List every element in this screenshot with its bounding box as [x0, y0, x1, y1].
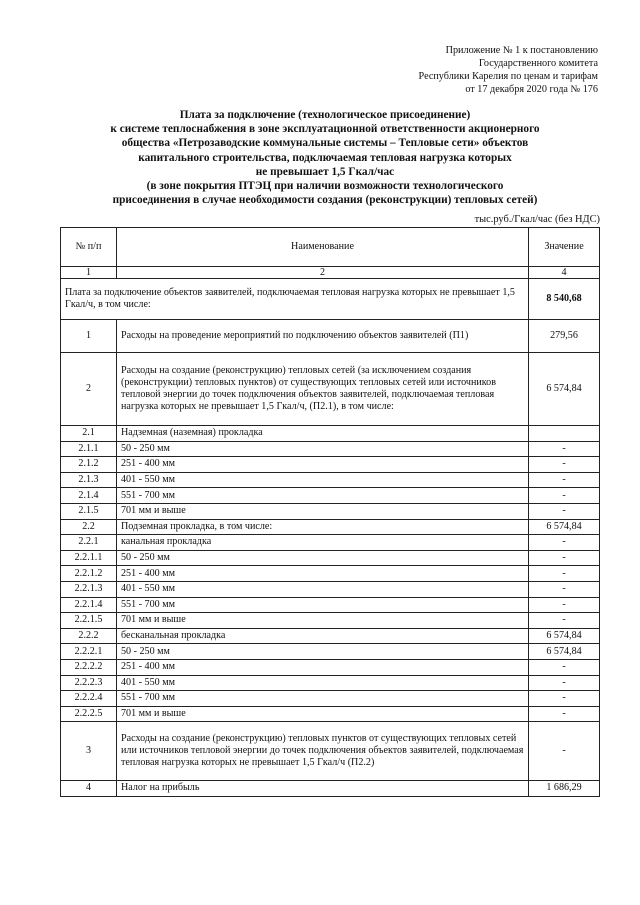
table-row [61, 353, 600, 426]
unit-note: тыс.руб./Гкал/час (без НДС) [474, 214, 600, 225]
row-value: - [529, 675, 600, 691]
row-num: 2.2.1.4 [61, 597, 117, 613]
row-value: - [529, 659, 600, 675]
appendix-line-1: Приложение № 1 к постановлению [445, 45, 598, 56]
title-line: (в зоне покрытия ПТЭЦ при наличии возможности технологического [146, 180, 504, 193]
table-row [61, 488, 600, 504]
row-name: Надземная (наземная) прокладка [117, 426, 529, 442]
row-name: 401 - 550 мм [117, 675, 529, 691]
title-line: Плата за подключение (технологическое присоединение) [179, 109, 471, 121]
row-value: - [529, 503, 600, 519]
title-line: капитального строительства, подключаемая тепловая нагрузка которых [138, 151, 512, 164]
column-number-row [61, 267, 600, 279]
row-name: 551 - 700 мм [117, 691, 529, 707]
row-num: 2.2.1.5 [61, 613, 117, 629]
row-name: 50 - 250 мм [117, 644, 529, 660]
row-value: - [529, 691, 600, 707]
title-line: к системе теплоснабжения в зоне эксплуатационной ответственности акционерного [110, 123, 540, 136]
table-row [61, 519, 600, 535]
row-value: 6 574,84 [529, 628, 600, 644]
row-value: 6 574,84 [529, 353, 600, 426]
row-num: 3 [61, 722, 117, 781]
row-value: - [529, 566, 600, 582]
row-name: 701 мм и выше [117, 706, 529, 722]
appendix-line-3: Республики Карелия по ценам и тарифам [418, 71, 598, 82]
colnum-1: 1 [61, 267, 117, 279]
row-num: 2.2.1.3 [61, 581, 117, 597]
title-line: не превышает 1,5 Гкал/час [255, 165, 395, 178]
row-name: Расходы на создание (реконструкцию) тепловых пунктов от существующих тепловых сетей или источников тепловой энергии до точек подключения объектов заявителей, подключаемая тепловая нагрузка которых не превышает 1,5 Гкал/ч (П2.2) [117, 722, 529, 781]
row-value: - [529, 597, 600, 613]
title-line: общества «Петрозаводские коммунальные системы – Тепловые сети» объектов [121, 137, 529, 150]
row-name: 50 - 250 мм [117, 441, 529, 457]
total-row [61, 279, 600, 320]
row-num: 2.1 [61, 426, 117, 442]
row-value: - [529, 472, 600, 488]
table-row [61, 441, 600, 457]
row-name: 551 - 700 мм [117, 488, 529, 504]
table-row [61, 597, 600, 613]
row-num: 2.2.2.5 [61, 706, 117, 722]
row-value: - [529, 535, 600, 551]
row-value: - [529, 581, 600, 597]
table-row [61, 457, 600, 473]
table-row [61, 659, 600, 675]
table-row [61, 691, 600, 707]
table-row [61, 472, 600, 488]
row-value: - [529, 706, 600, 722]
row-value: - [529, 441, 600, 457]
table-row [61, 550, 600, 566]
row-num: 2.2.1 [61, 535, 117, 551]
row-name: Расходы на создание (реконструкцию) тепловых сетей (за исключением создания (реконструкции) тепловых пунктов) от существующих тепловых сетей или источников тепловой энергии до точек подключения объектов заявителей, подключаемая тепловая нагрузка которых не превышает 1,5 Гкал/ч, (П2.1), в том числе: [117, 353, 529, 426]
row-name: 401 - 550 мм [117, 581, 529, 597]
table-row [61, 566, 600, 582]
row-name: 701 мм и выше [117, 503, 529, 519]
row-num: 2.2.2.1 [61, 644, 117, 660]
row-num: 2.2.2 [61, 628, 117, 644]
row-name: 251 - 400 мм [117, 457, 529, 473]
appendix-line-2: Государственного комитета [478, 58, 598, 69]
row-num: 2.2.2.3 [61, 675, 117, 691]
tariff-table [60, 227, 600, 797]
colnum-2: 2 [117, 267, 529, 279]
row-num: 4 [61, 781, 117, 797]
table-row [61, 613, 600, 629]
row-value: 6 574,84 [529, 644, 600, 660]
row-name: бесканальная прокладка [117, 628, 529, 644]
table-row [61, 644, 600, 660]
document-title [60, 108, 590, 207]
row-num: 2.2.2.2 [61, 659, 117, 675]
row-name: Налог на прибыль [117, 781, 529, 797]
total-value: 8 540,68 [529, 279, 600, 320]
row-num: 1 [61, 320, 117, 353]
table-row [61, 503, 600, 519]
table-row [61, 581, 600, 597]
row-num: 2.1.1 [61, 441, 117, 457]
row-value: - [529, 722, 600, 781]
table-row [61, 628, 600, 644]
header-name: Наименование [117, 228, 529, 267]
row-num: 2.2.2.4 [61, 691, 117, 707]
table-row [61, 675, 600, 691]
row-num: 2.2.1.1 [61, 550, 117, 566]
appendix-line-4: от 17 декабря 2020 года № 176 [465, 84, 598, 95]
row-value: - [529, 457, 600, 473]
row-value: - [529, 488, 600, 504]
row-num: 2.1.2 [61, 457, 117, 473]
header-value: Значение [529, 228, 600, 267]
colnum-4: 4 [529, 267, 600, 279]
row-value: 6 574,84 [529, 519, 600, 535]
title-line: присоединения в случае необходимости создания (реконструкции) тепловых сетей) [112, 194, 538, 207]
header-num: № п/п [61, 228, 117, 267]
row-name: 701 мм и выше [117, 613, 529, 629]
table-header-row [61, 228, 600, 267]
table-row [61, 781, 600, 797]
row-name: 251 - 400 мм [117, 659, 529, 675]
table-row [61, 722, 600, 781]
table-row [61, 706, 600, 722]
table-row [61, 320, 600, 353]
row-name: 251 - 400 мм [117, 566, 529, 582]
row-name: 401 - 550 мм [117, 472, 529, 488]
row-num: 2.1.5 [61, 503, 117, 519]
row-value [529, 426, 600, 442]
row-name: 50 - 250 мм [117, 550, 529, 566]
row-value: - [529, 613, 600, 629]
table-row [61, 426, 600, 442]
row-name: Подземная прокладка, в том числе: [117, 519, 529, 535]
row-name: канальная прокладка [117, 535, 529, 551]
row-name: 551 - 700 мм [117, 597, 529, 613]
row-num: 2 [61, 353, 117, 426]
row-num: 2.2 [61, 519, 117, 535]
row-value: 1 686,29 [529, 781, 600, 797]
row-num: 2.1.3 [61, 472, 117, 488]
row-num: 2.1.4 [61, 488, 117, 504]
row-name: Расходы на проведение мероприятий по подключению объектов заявителей (П1) [117, 320, 529, 353]
row-num: 2.2.1.2 [61, 566, 117, 582]
appendix-header [338, 44, 598, 96]
table-row [61, 535, 600, 551]
row-value: 279,56 [529, 320, 600, 353]
total-name: Плата за подключение объектов заявителей, подключаемая тепловая нагрузка которых не превышает 1,5 Гкал/ч, в том числе: [61, 279, 529, 320]
row-value: - [529, 550, 600, 566]
